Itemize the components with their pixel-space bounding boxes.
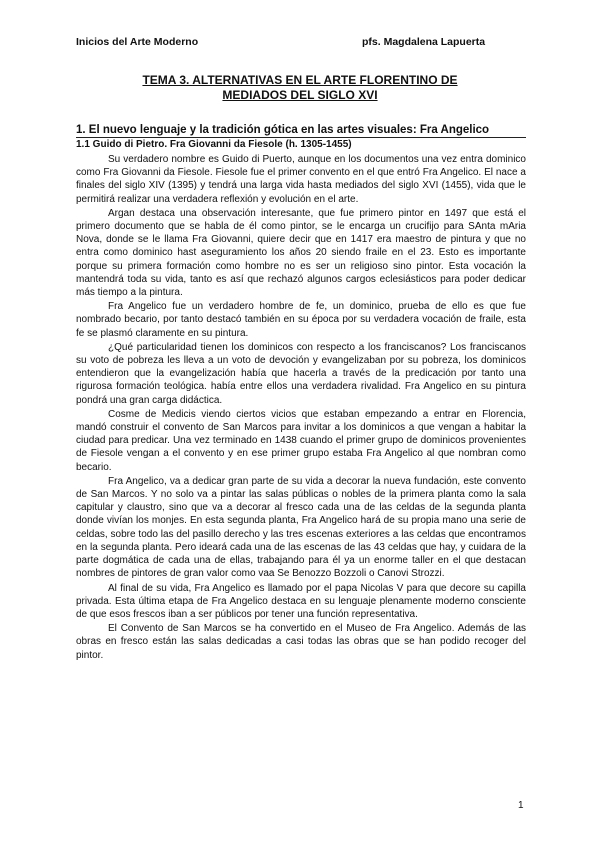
subsection-heading: 1.1 Guido di Pietro. Fra Giovanni da Fiesole (h. 1305-1455) bbox=[76, 139, 352, 150]
paragraph: Cosme de Medicis viendo ciertos vicios que estaban empezando a entrar en Florencia, mandó construir el convento de San Marcos para invitar a los dominicos a que vengan a habitar la ciudad para predicar. Una vez terminado en 1438 cuando el primer grupo de dominicos provenientes de Fiesole vengan a el convento y en ese primer grupo estaba Fra Angelico al que nombran como becario. bbox=[76, 408, 526, 473]
author-name: pfs. Magdalena Lapuerta bbox=[362, 36, 486, 48]
chapter-title-line-1: TEMA 3. ALTERNATIVAS EN EL ARTE FLORENTINO DE bbox=[142, 73, 458, 87]
course-title: Inicios del Arte Moderno bbox=[76, 36, 199, 48]
paragraph: Argan destaca una observación interesante, que fue primero pintor en 1497 que está el primero documento que se habla de él como pintor, se le encarga un crucifijo para SAnta mAria Nova, donde se le llama Fra Giovanni, quiere decir que en 1417 era maestro de pintura y que no entra como dominico hast aseguramiento los años 20 siendo fraile en el 23. Esto es importante porque su primera formación como hombre no es ser un religioso sino pintor. Esta vocación la mantendrá toda su vida, tanto es así que rechazó algunos cargos eclesiásticos para poder dedicar más tiempo a la pintura. bbox=[76, 207, 526, 299]
body-text bbox=[76, 153, 526, 663]
paragraph: Su verdadero nombre es Guido di Puerto, aunque en los documentos una vez entra dominico como Fra Giovanni da Fiesole. Fiesole fue el primer convento en el que entró Fra Angelico. El nace a finales del siglo XIV (1395) y tendrá una larga vida hasta mediados del siglo XVI (1455), vida que le permitirá realizar una verdadera reflexión y evolución en el arte. bbox=[76, 154, 526, 205]
paragraph: Fra Angelico fue un verdadero hombre de fe, un dominico, prueba de ello es que fue nombrado becario, por tanto destacó también en su época por su verdadera vocación de fraile, esta fe se plasmó claramente en su pintura. bbox=[76, 301, 526, 339]
paragraph: Al final de su vida, Fra Angelico es llamado por el papa Nicolas V para que decore su capilla privada. Esta última etapa de Fra Angelico destaca en su lenguaje plenamente moderno consciente de que esos frescos iban a ser públicos por tener una función representativa. bbox=[76, 582, 526, 620]
paragraph: El Convento de San Marcos se ha convertido en el Museo de Fra Angelico. Además de las obras en fresco están las salas dedicadas a casi todas las obras que se han podido recoger del pintor. bbox=[76, 623, 526, 661]
section-heading: 1. El nuevo lenguaje y la tradición gótica en las artes visuales: Fra Angelico bbox=[76, 123, 526, 138]
paragraph: ¿Qué particularidad tienen los dominicos con respecto a los franciscanos? Los franciscanos su voto de pobreza les lleva a un voto de devoción y evangelizaban por su pobreza, los dominicos entendieron que la evangelización había que hacerla a través de la predicación por tanto una rigurosa formación teológica. había entre ellos una verdadera rivalidad. Fra Angelico en su pintura pondrá una gran carga didáctica. bbox=[76, 341, 526, 406]
chapter-title-line-2: MEDIADOS DEL SIGLO XVI bbox=[222, 88, 378, 102]
chapter-title bbox=[76, 73, 524, 103]
page-number: 1 bbox=[518, 800, 524, 811]
paragraph: Fra Angelico, va a dedicar gran parte de su vida a decorar la nueva fundación, este convento de San Marcos. Y no solo va a pintar las salas públicas o nobles de la primera planta como la sala capitular y claustro, sino que va a decorar al fresco cada una de las celdas de la segunda planta donde vivían los monjes. En esta segunda planta, Fra Angelico hará de su propia mano una serie de celdas, sobre todo las del pasillo derecho y las tres escenas exteriores a las celdas que encontramos en la segunda planta. Pero ideará cada una de las escenas de las 43 celdas que hay, y cuidara de la parte dogmática de cada una de ellas, trabajando para él ya un enorme taller en el que destacan nombres de pintores de gran valor como vaa Se Benozzo Bozzoli o Canovi Strozzi. bbox=[76, 475, 526, 580]
